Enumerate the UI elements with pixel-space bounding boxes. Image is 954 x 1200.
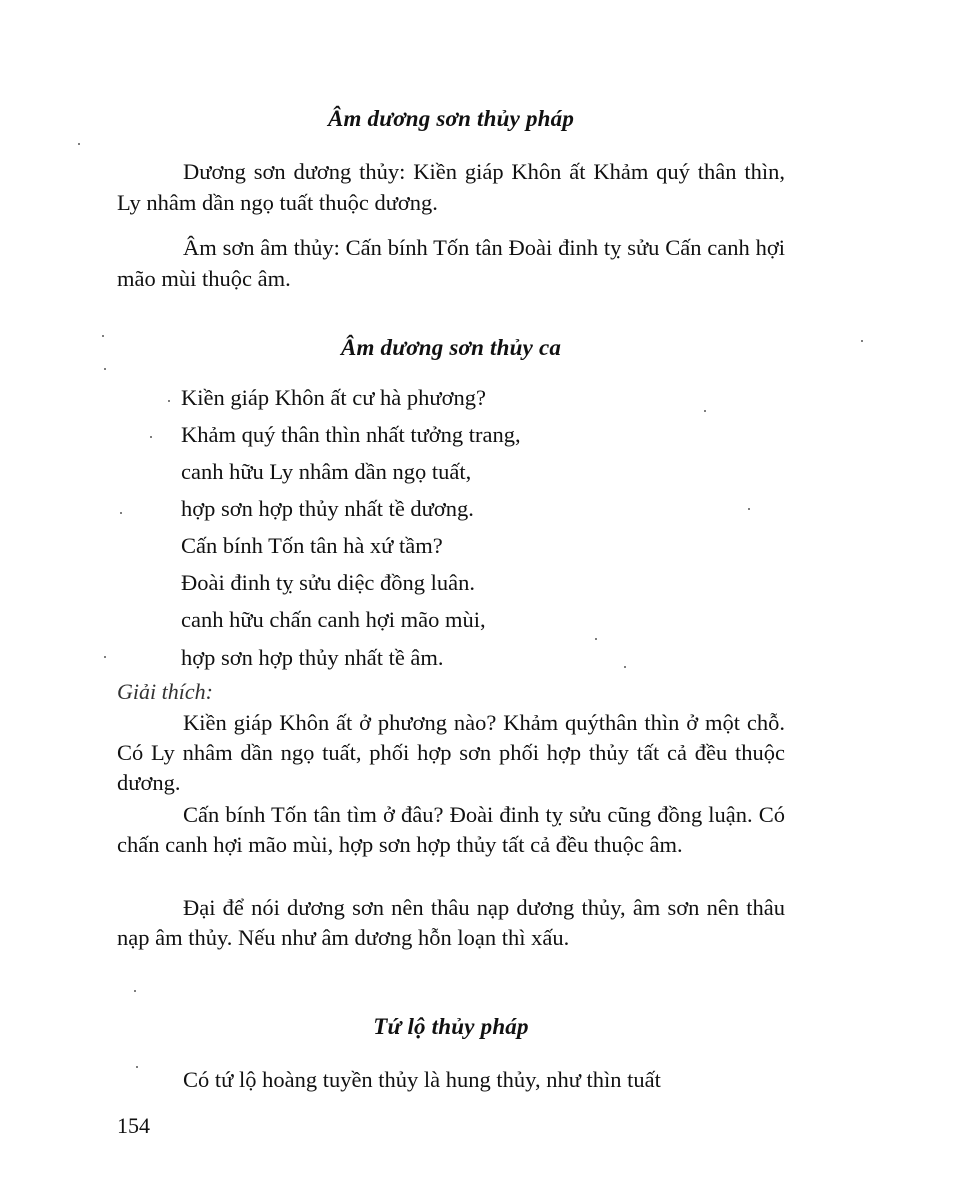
scan-speck — [704, 410, 706, 412]
explanation-paragraph: Đại để nói dương sơn nên thâu nạp dương thủy, âm sơn nên thâu nạp âm thủy. Nếu như âm dương hỗn loạn thì xấu. — [117, 895, 785, 950]
scan-speck — [78, 143, 80, 145]
verse-line: Kiền giáp Khôn ất cư hà phương? — [181, 385, 486, 410]
scan-speck — [748, 508, 750, 510]
section-heading-tu-lo-thuy-phap: Tứ lộ thủy pháp — [373, 1014, 529, 1039]
scan-speck — [102, 335, 104, 337]
explanation-paragraph: Kiền giáp Khôn ất ở phương nào? Khảm quýthân thìn ở một chỗ. Có Ly nhâm dần ngọ tuất, phối hợp sơn phối hợp thủy tất cả đều thuộc dương. — [117, 710, 785, 795]
scan-speck — [861, 340, 863, 342]
scan-speck — [595, 638, 597, 640]
verse-line: canh hữu chấn canh hợi mão mùi, — [181, 607, 486, 632]
page-number: 154 — [117, 1113, 150, 1138]
scan-speck — [134, 990, 136, 992]
paragraph-am-son-am-thuy: Âm sơn âm thủy: Cấn bính Tốn tân Đoài đinh tỵ sửu Cấn canh hợi mão mùi thuộc âm. — [117, 235, 785, 291]
verse-line: Đoài đinh tỵ sửu diệc đồng luân. — [181, 570, 476, 595]
scan-speck — [104, 368, 106, 370]
verse-line: canh hữu Ly nhâm dần ngọ tuất, — [181, 459, 472, 484]
scan-speck — [104, 656, 106, 658]
explanation-label: Giải thích: — [117, 679, 213, 704]
scan-speck — [136, 1066, 138, 1068]
section-heading-am-duong-son-thuy-ca: Âm dương sơn thủy ca — [340, 335, 562, 360]
paragraph-tu-lo-hoang-tuyen: Có tứ lộ hoàng tuyền thủy là hung thủy, như thìn tuất — [183, 1067, 661, 1092]
scan-speck — [624, 666, 626, 668]
scan-speck — [150, 436, 152, 438]
section-heading-am-duong-son-thuy-phap: Âm dương sơn thủy pháp — [327, 106, 575, 131]
explanation-paragraph: Cấn bính Tốn tân tìm ở đâu? Đoài đinh tỵ sửu cũng đồng luận. Có chấn canh hợi mão mùi, hợp sơn hợp thủy tất cả đều thuộc âm. — [117, 802, 785, 857]
verse-line: hợp sơn hợp thủy nhất tề dương. — [181, 496, 474, 521]
verse-line: Cấn bính Tốn tân hà xứ tầm? — [181, 533, 443, 558]
verse-line: Khảm quý thân thìn nhất tưởng trang, — [181, 422, 521, 447]
scan-speck — [168, 400, 170, 402]
scan-speck — [120, 512, 122, 514]
verse-line: hợp sơn hợp thủy nhất tề âm. — [181, 645, 444, 670]
paragraph-duong-son-duong-thuy: Dương sơn dương thủy: Kiền giáp Khôn ất Khảm quý thân thìn, Ly nhâm dần ngọ tuất thuộc dương. — [117, 159, 785, 215]
